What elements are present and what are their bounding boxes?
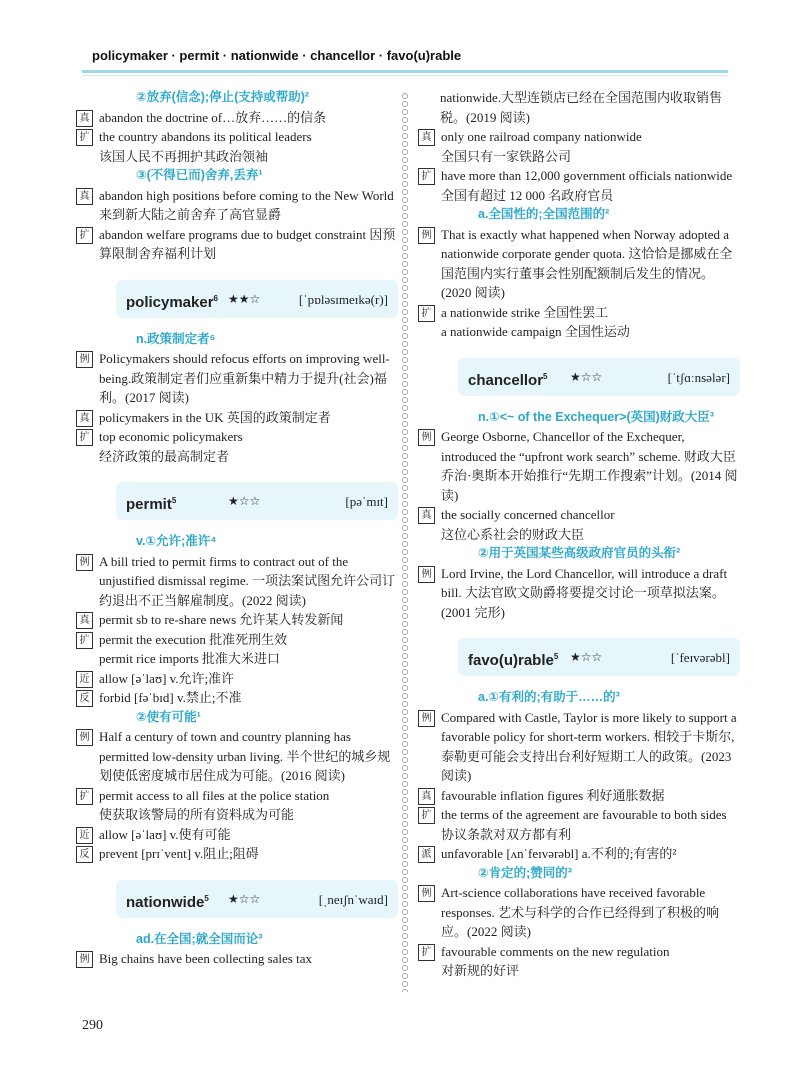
sense-label: a.①有利的;有助于……的³ xyxy=(478,690,620,704)
entry-line xyxy=(79,127,398,166)
phonetic: [pəˈmɪt] xyxy=(345,494,388,509)
example: policymakers in the UK 英国的政策制定者 xyxy=(99,409,331,425)
column-divider xyxy=(400,92,410,992)
tag-kuo: 扩 xyxy=(418,168,435,185)
example: abandon high positions before coming to the New World 来到新大陆之前舍弃了高官显爵 xyxy=(99,187,394,222)
tag-li: 例 xyxy=(76,554,93,571)
entry-line xyxy=(421,708,740,786)
antonym: forbid [fəˈbɪd] v.禁止;不准 xyxy=(99,690,242,705)
entry-line xyxy=(79,610,398,630)
example: the terms of the agreement are favourable to both sides 协议条款对双方都有利 xyxy=(441,807,727,842)
sense-label: ③(不得已而)舍弃,丢弃¹ xyxy=(136,168,263,182)
example: favourable comments on the new regulation 对新规的好评 xyxy=(441,943,670,978)
headword: permit$^5$ xyxy=(126,496,177,513)
entry-line xyxy=(79,349,398,408)
right-column xyxy=(421,88,740,981)
entry-line xyxy=(79,630,398,669)
phonetic: [ˈfeɪvərəbl] xyxy=(670,650,730,665)
tag-kuo: 扩 xyxy=(76,788,93,805)
example: permit the execution 批准死刑生效 permit rice imports 批准大米进口 xyxy=(99,631,288,666)
tag-kuo: 扩 xyxy=(418,807,435,824)
tag-li: 例 xyxy=(418,227,435,244)
tag-zhen: 真 xyxy=(76,110,93,127)
left-column xyxy=(79,88,398,969)
tag-li: 例 xyxy=(76,951,93,968)
tag-zhen: 真 xyxy=(418,507,435,524)
sense-label: n.政策制定者⁶ xyxy=(136,331,216,346)
tag-zhen: 真 xyxy=(76,188,93,205)
entry-line xyxy=(79,825,398,845)
entry-line xyxy=(421,427,740,505)
tag-zhen: 真 xyxy=(418,788,435,805)
tag-zhen: 真 xyxy=(76,612,93,629)
tag-kuo: 扩 xyxy=(76,632,93,649)
tag-zhen: 真 xyxy=(76,410,93,427)
example: Half a century of town and country planning has permitted low-density urban living. 半个世纪的城乡规划使低密度城市居住成为可能。(2016 阅读) xyxy=(99,729,391,783)
entry-line xyxy=(421,564,740,623)
example: permit sb to re-share news 允许某人转发新闻 xyxy=(99,612,344,627)
example: the country abandons its political leaders 该国人民不再拥护其政治领袖 xyxy=(99,129,312,164)
headword-box-permit xyxy=(116,482,398,520)
tag-pai: 派 xyxy=(418,846,435,863)
example: favourable inflation figures 利好通胀数据 xyxy=(441,787,665,803)
phonetic: [ˈtʃɑːnsələr] xyxy=(667,369,730,385)
example: That is exactly what happened when Norway adopted a nationwide corporate gender quota. 这恰恰是挪威在全国范围内实行董事会性别配额制后发生的情况。(2020 阅读) xyxy=(441,226,733,300)
tag-jin: 近 xyxy=(76,671,93,688)
antonym: prevent [prɪˈvent] v.阻止;阻碍 xyxy=(99,846,259,861)
entry-line xyxy=(421,786,740,806)
entry-line xyxy=(79,669,398,689)
example: a nationwide strike 全国性罢工 a nationwide campaign 全国性运动 xyxy=(441,304,630,339)
entry-line xyxy=(79,727,398,786)
headword-box-policymaker xyxy=(116,280,398,318)
entry-line xyxy=(79,786,398,825)
synonym: allow [əˈlaʊ] v.允许;准许 xyxy=(99,670,235,686)
star-rating: ★★☆ xyxy=(228,291,261,306)
sense-label: v.①允许;准许⁴ xyxy=(136,534,217,548)
headword-box-chancellor xyxy=(458,358,740,396)
page-number: 290 xyxy=(82,1018,103,1033)
entry-line xyxy=(421,166,740,205)
entry-line xyxy=(79,552,398,611)
phonetic: [ˌneɪʃnˈwaɪd] xyxy=(318,891,388,907)
tag-zhen: 真 xyxy=(418,129,435,146)
sense-label: ②使有可能¹ xyxy=(136,709,201,724)
example: Big chains have been collecting sales tax xyxy=(99,951,312,966)
headword-box-nationwide xyxy=(116,880,398,918)
sense-label: ad.在全国;就全国而论³ xyxy=(136,931,263,946)
example: have more than 12,000 government officials nationwide 全国有超过 12 000 名政府官员 xyxy=(441,168,733,203)
tag-li: 例 xyxy=(418,710,435,727)
star-rating: ★☆☆ xyxy=(228,494,261,508)
derivative: unfavorable [ʌnˈfeɪvərəbl] a.不利的;有害的² xyxy=(441,846,677,861)
star-rating: ★☆☆ xyxy=(570,650,603,664)
headword: chancellor$^5$ xyxy=(468,371,548,389)
tag-li: 例 xyxy=(76,351,93,368)
tag-li: 例 xyxy=(418,429,435,446)
entry-line xyxy=(79,108,398,128)
header-rule-thin xyxy=(82,75,728,76)
tag-kuo: 扩 xyxy=(76,227,93,244)
entry-line xyxy=(421,844,740,864)
tag-kuo: 扩 xyxy=(418,944,435,961)
entry-line xyxy=(79,844,398,864)
entry-line xyxy=(79,949,398,969)
entry-line xyxy=(79,408,398,428)
star-rating: ★☆☆ xyxy=(228,891,261,906)
example-continued: nationwide.大型连锁店已经在全国范围内收取销售税。(2019 阅读) xyxy=(440,90,723,125)
example: Lord Irvine, the Lord Chancellor, will introduce a draft bill. 大法官欧文勋爵将要提交讨论一项草拟法案。(2001 完形) xyxy=(441,565,728,620)
phonetic: [ˈpɒləsɪmeɪkə(r)] xyxy=(298,291,388,307)
headword: policymaker$^6$ xyxy=(126,293,218,311)
tag-fan: 反 xyxy=(76,690,93,707)
example: permit access to all files at the police station 使获取该警局的所有资料成为可能 xyxy=(99,787,330,822)
entry-line xyxy=(421,883,740,942)
entry-line xyxy=(421,942,740,981)
entry-line xyxy=(421,303,740,342)
example: top economic policymakers 经济政策的最高制定者 xyxy=(99,429,243,464)
example: only one railroad company nationwide 全国只有一家铁路公司 xyxy=(441,129,642,164)
sense-label: a.全国性的;全国范围的² xyxy=(478,207,610,221)
running-head: policymaker · permit · nationwide · chancellor · favo(u)rable xyxy=(92,48,462,63)
tag-li: 例 xyxy=(76,729,93,746)
tag-li: 例 xyxy=(418,566,435,583)
entry-line xyxy=(421,127,740,166)
headword-box-favourable xyxy=(458,638,740,676)
synonym: allow [əˈlaʊ] v.使有可能 xyxy=(99,826,231,842)
tag-fan: 反 xyxy=(76,846,93,863)
tag-kuo: 扩 xyxy=(76,129,93,146)
entry-line xyxy=(421,505,740,544)
example: A bill tried to permit firms to contract out of the unjustified dismissal regime. 一项法案试图允许公司订约退出不正当解雇制度。(2022 阅读) xyxy=(99,553,396,608)
example: Compared with Castle, Taylor is more likely to support a favorable policy for short-term workers. 相较于卡斯尔,泰勒更可能会支持出台利好短期工人的政策。(2023 阅读) xyxy=(441,709,737,783)
entry-line xyxy=(79,688,398,708)
sense-label: n.①<~ of the Exchequer>(英国)财政大臣³ xyxy=(478,409,714,424)
entry-line xyxy=(79,427,398,466)
sense-label: ②用于英国某些高级政府官员的头衔² xyxy=(478,546,681,560)
tag-jin: 近 xyxy=(76,827,93,844)
entry-line xyxy=(421,805,740,844)
entry-line xyxy=(79,186,398,225)
example: abandon welfare programs due to budget constraint 因预算限制舍弃福利计划 xyxy=(99,226,396,261)
headword: nationwide$^5$ xyxy=(126,893,209,911)
entry-line xyxy=(421,225,740,303)
tag-kuo: 扩 xyxy=(418,305,435,322)
headword: favo(u)rable$^5$ xyxy=(468,652,559,669)
star-rating: ★☆☆ xyxy=(570,369,603,384)
entry-line xyxy=(79,225,398,264)
example: George Osborne, Chancellor of the Exchequer, introduced the “upfront work search” scheme. 财政大臣乔治·奥斯本开始推行“先期工作搜索”计划。(2014 阅读) xyxy=(441,429,738,503)
example: abandon the doctrine of…放弃……的信条 xyxy=(99,109,327,125)
tag-kuo: 扩 xyxy=(76,429,93,446)
example: the socially concerned chancellor 这位心系社会的财政大臣 xyxy=(441,507,615,542)
entry-line xyxy=(440,88,740,127)
sense-label: ②放弃(信念);停止(支持或帮助)² xyxy=(136,90,310,104)
example: Policymakers should refocus efforts on improving well-being.政策制定者们应重新集中精力于提升(社会)福利。(2017 阅读) xyxy=(99,351,390,405)
example: Art-science collaborations have received favorable responses. 艺术与科学的合作已经得到了积极的响应。(2022 阅读) xyxy=(441,885,720,939)
tag-li: 例 xyxy=(418,885,435,902)
sense-label: ②肯定的;赞同的³ xyxy=(478,865,572,880)
header-rule xyxy=(82,70,728,73)
